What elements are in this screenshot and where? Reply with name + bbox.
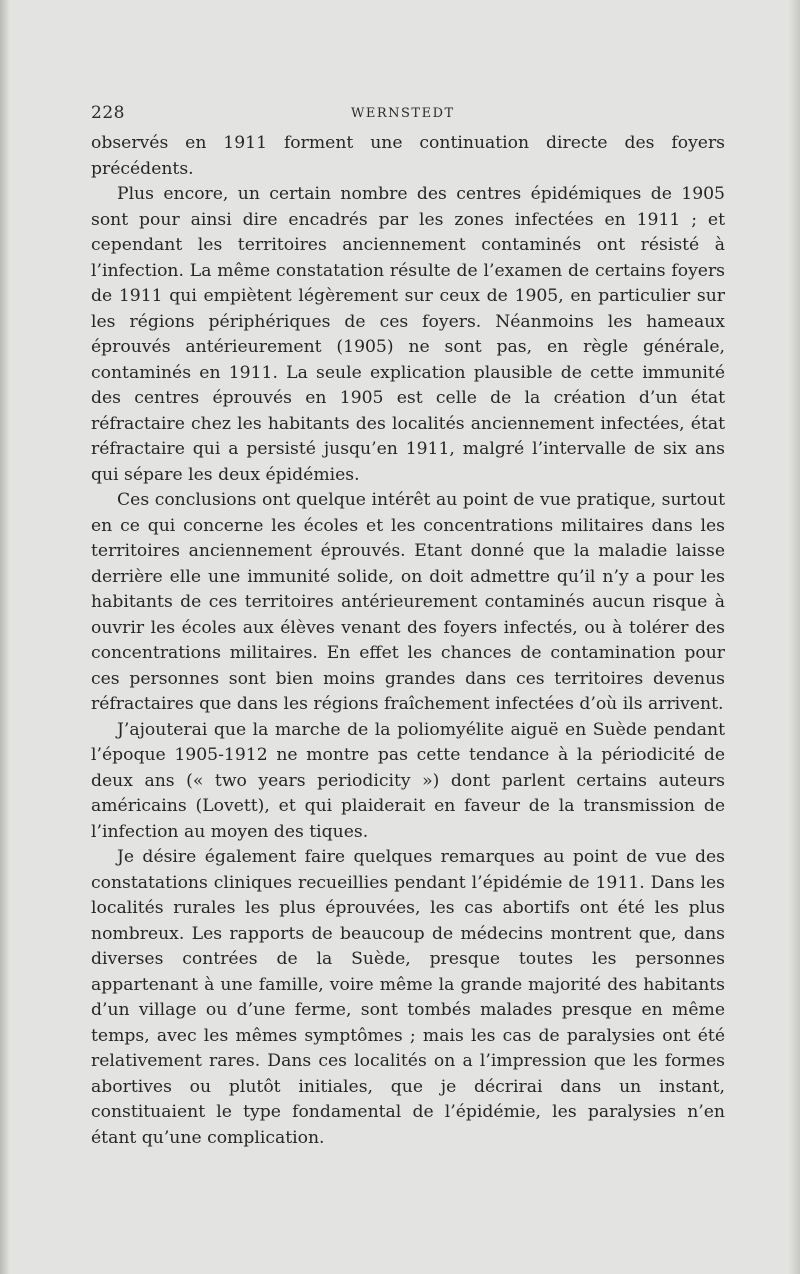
paragraph: observés en 1911 forment une continuation directe des foyers précédents. <box>91 133 725 179</box>
paragraph: Plus encore, un certain nombre des centres épidémiques de 1905 sont pour ainsi dire encadrés par les zones infectées en 1911 ; et cependant les territoires anciennement contaminés ont résisté à l’infection. La même constatation résulte de l’examen de certains foyers de 1911 qui empiètent légèrement sur ceux de 1905, en particulier sur les régions périphériques de ces foyers. Néanmoins les hameaux éprouvés antérieurement (1905) ne sont pas, en règle générale, contaminés en 1911. La seule explication plausible de cette immunité des centres éprouvés en 1905 est celle de la création d’un état réfractaire chez les habitants des localités anciennement infectées, état réfractaire qui a persisté jusqu’en 1911, malgré l’intervalle de six ans qui sépare les deux épidémies. <box>91 184 725 485</box>
running-head: WERNSTEDT <box>351 106 455 121</box>
paragraph: Je désire également faire quelques remarques au point de vue des constatations cliniques recueillies pendant l’épidémie de 1911. Dans les localités rurales les plus éprouvées, les cas abortifs ont été les plus nombreux. Les rapports de beaucoup de médecins montrent que, dans diverses contrées de la Suède, presque toutes les personnes appartenant à une famille, voire même la grande majorité des habitants d’un village ou d’une ferme, sont tombés malades presque en même temps, avec les mêmes symptômes ; mais les cas de paralysies ont été relativement rares. Dans ces localités on a l’impression que les formes abortives ou plutôt initiales, que je décrirai dans un instant, constituaient le type fondamental de l’épidémie, les paralysies n’en étant qu’une complication. <box>91 847 725 1148</box>
paragraph: J’ajouterai que la marche de la poliomyélite aiguë en Suède pendant l’époque 1905-1912 ne montre pas cette tendance à la périodicité de deux ans (« two years periodicity ») dont parlent certains auteurs américains (Lovett), et qui plaiderait en faveur de la transmission de l’infection au moyen des tiques. <box>91 719 725 842</box>
page-header <box>91 103 734 127</box>
page-number: 228 <box>91 103 125 123</box>
paragraph: Ces conclusions ont quelque intérêt au point de vue pratique, surtout en ce qui concerne les écoles et les concentrations militaires dans les territoires anciennement éprouvés. Etant donné que la maladie laisse derrière elle une immunité solide, on doit admettre qu’il n’y a pour les habitants de ces territoires antérieurement contaminés aucun risque à ouvrir les écoles aux élèves venant des foyers infectés, ou à tolérer des concentrations militaires. En effet les chances de contamination pour ces personnes sont bien moins grandes dans ces territoires devenus réfractaires que dans les régions fraîchement infectées d’où ils arrivent. <box>91 490 725 714</box>
body-text <box>91 131 725 1151</box>
